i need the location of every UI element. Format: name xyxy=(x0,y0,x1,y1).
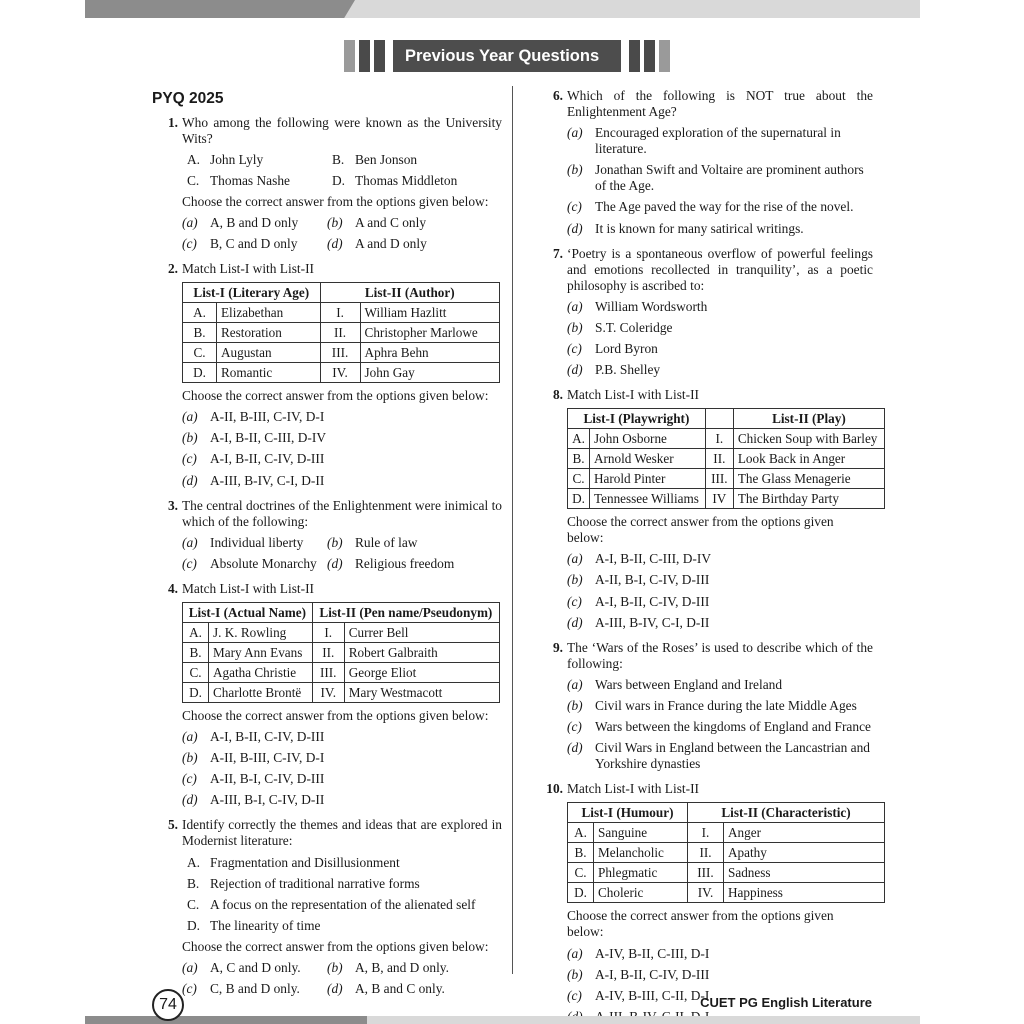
option-text: A-I, B-II, C-IV, D-III xyxy=(595,966,710,982)
question-text: Match List-I with List-II xyxy=(182,580,315,596)
option-text: S.T. Coleridge xyxy=(595,319,673,335)
option-text: A-III, B-I, C-IV, D-II xyxy=(210,792,325,808)
table-cell: IV xyxy=(705,489,733,509)
option-text: A-I, B-II, C-IV, D-III xyxy=(210,729,325,745)
table-header-blank xyxy=(705,409,733,429)
item-row xyxy=(182,918,502,934)
table-cell: Choleric xyxy=(594,883,688,903)
table-cell: Agatha Christie xyxy=(209,663,313,683)
table-cell: IV. xyxy=(320,363,360,383)
instruction-text: Choose the correct answer from the options given below: xyxy=(567,908,834,940)
banner-stripe xyxy=(659,40,670,72)
option-text: Civil Wars in England between the Lancastrian and Yorkshire dynasties xyxy=(595,740,870,772)
instruction-text: Choose the correct answer from the options given below: xyxy=(182,193,489,209)
option-text: Civil wars in France during the late Middle Ages xyxy=(595,697,857,713)
option-label: (b) xyxy=(327,534,343,550)
option-text: A, C and D only. xyxy=(210,959,301,975)
banner-stripe xyxy=(629,40,640,72)
option-text: A-III, B-IV, C-I, D-II xyxy=(595,614,710,630)
question-number: 4. xyxy=(167,580,178,596)
option-label: (a) xyxy=(182,534,198,550)
option-text: A-I, B-II, C-IV, D-III xyxy=(595,593,710,609)
option-label: (c) xyxy=(182,981,197,997)
option-label: (b) xyxy=(327,214,343,230)
option-row xyxy=(182,236,502,252)
left-column xyxy=(152,88,502,1006)
option-row xyxy=(567,551,873,567)
question-text: Identify correctly the themes and ideas that are explored in Modernist literature: xyxy=(182,817,502,849)
column-divider xyxy=(512,86,513,974)
option-text: Jonathan Swift and Voltaire are prominent authors of the Age. xyxy=(595,162,864,194)
table-header: List-I (Actual Name) xyxy=(183,603,313,623)
question-8 xyxy=(537,387,878,631)
table-header-row xyxy=(568,803,885,823)
option-text: Rule of law xyxy=(355,534,418,550)
table-header-row xyxy=(568,409,885,429)
table-cell: III. xyxy=(688,863,724,883)
page-number: 74 xyxy=(152,989,184,1021)
option-label: (c) xyxy=(567,593,582,609)
option-text: A, B and D only xyxy=(210,214,299,230)
table-cell: Restoration xyxy=(217,323,321,343)
option-row xyxy=(182,771,502,787)
table-row xyxy=(568,429,885,449)
table-cell: Phlegmatic xyxy=(594,863,688,883)
option-text: A-II, B-III, C-IV, D-I xyxy=(210,409,325,425)
table-cell: Harold Pinter xyxy=(590,469,706,489)
item-text: The linearity of time xyxy=(210,917,321,933)
question-number: 6. xyxy=(552,88,563,103)
question-number: 1. xyxy=(167,114,178,130)
option-label: (d) xyxy=(567,220,583,236)
table-row xyxy=(183,683,500,703)
table-cell: Sanguine xyxy=(594,823,688,843)
table-cell: Chicken Soup with Barley xyxy=(733,429,884,449)
table-cell: Aphra Behn xyxy=(360,343,499,363)
banner-stripe xyxy=(374,40,385,72)
question-number: 7. xyxy=(552,245,563,261)
table-row xyxy=(568,883,885,903)
option-text: C, B and D only. xyxy=(210,981,300,997)
item-text: Rejection of traditional narrative forms xyxy=(210,875,420,891)
option-row xyxy=(182,473,502,489)
option-text: A-IV, B-III, C-II, D-I xyxy=(595,987,710,1003)
option-text: The Age paved the way for the rise of the novel. xyxy=(595,199,854,215)
option-label: (c) xyxy=(182,236,197,252)
option-label: (a) xyxy=(182,959,198,975)
question-7 xyxy=(537,246,873,379)
option-row xyxy=(182,960,502,976)
table-cell: D. xyxy=(568,883,594,903)
table-cell: II. xyxy=(312,643,344,663)
option-text: Wars between the kingdoms of England and France xyxy=(595,719,871,735)
option-row xyxy=(182,535,502,551)
option-label: (b) xyxy=(182,430,198,446)
table-cell: II. xyxy=(320,323,360,343)
table-cell: B. xyxy=(183,643,209,663)
option-text: A-IV, B-II, C-III, D-I xyxy=(595,945,710,961)
item-text: Fragmentation and Disillusionment xyxy=(210,854,400,870)
table-header: List-II (Author) xyxy=(320,283,499,303)
question-number: 2. xyxy=(167,261,178,277)
table-cell: John Gay xyxy=(360,363,499,383)
match-table xyxy=(182,282,500,383)
question-number: 10. xyxy=(546,781,563,797)
table-row xyxy=(183,663,500,683)
option-row xyxy=(182,451,502,467)
option-text: It is known for many satirical writings. xyxy=(595,220,804,236)
table-cell: Augustan xyxy=(217,343,321,363)
table-cell: Christopher Marlowe xyxy=(360,323,499,343)
item-label: C. xyxy=(187,172,200,188)
instruction-text: Choose the correct answer from the options given below: xyxy=(182,708,489,723)
option-row xyxy=(182,430,502,446)
question-number: 8. xyxy=(552,387,563,403)
option-label: (d) xyxy=(182,472,198,488)
question-6 xyxy=(537,88,873,237)
table-cell: B. xyxy=(183,323,217,343)
match-table xyxy=(182,602,500,703)
option-row xyxy=(182,792,502,808)
option-text: Individual liberty xyxy=(210,534,304,550)
table-cell: C. xyxy=(183,663,209,683)
question-4 xyxy=(152,581,502,808)
table-cell: A. xyxy=(183,303,217,323)
option-label: (c) xyxy=(567,987,582,1003)
table-cell: Elizabethan xyxy=(217,303,321,323)
option-label: (d) xyxy=(567,362,583,378)
table-cell: Tennessee Williams xyxy=(590,489,706,509)
option-row xyxy=(182,556,502,572)
table-header: List-II (Characteristic) xyxy=(688,803,885,823)
instruction-text: Choose the correct answer from the options given below: xyxy=(567,514,834,546)
book-title: CUET PG English Literature xyxy=(700,995,872,1010)
instruction-text: Choose the correct answer from the options given below: xyxy=(182,388,489,404)
item-row xyxy=(182,173,502,189)
section-banner xyxy=(344,40,674,72)
question-text: Who among the following were known as the University Wits? xyxy=(182,114,502,146)
table-header: List-II (Pen name/Pseudonym) xyxy=(312,603,499,623)
table-header: List-II (Play) xyxy=(733,409,884,429)
banner-stripe xyxy=(359,40,370,72)
table-cell: II. xyxy=(688,843,724,863)
option-row xyxy=(567,594,873,610)
table-cell: Happiness xyxy=(724,883,885,903)
table-cell: II. xyxy=(705,449,733,469)
option-label: (c) xyxy=(567,199,582,215)
item-label: A. xyxy=(187,151,201,167)
option-row xyxy=(567,615,873,631)
right-column xyxy=(537,88,878,1024)
banner-stripe xyxy=(344,40,355,72)
option-text: A-II, B-III, C-IV, D-I xyxy=(210,750,325,766)
option-label: (c) xyxy=(567,719,582,735)
option-row xyxy=(567,719,873,735)
option-label: (a) xyxy=(567,125,583,141)
option-text: Absolute Monarchy xyxy=(210,555,317,571)
option-row xyxy=(567,967,873,983)
question-9 xyxy=(537,640,873,773)
option-text: Encouraged exploration of the supernatural in literature. xyxy=(595,125,841,157)
table-cell: B. xyxy=(568,449,590,469)
item-text: Thomas Middleton xyxy=(355,172,458,188)
match-table xyxy=(567,408,885,509)
option-label: (a) xyxy=(182,214,198,230)
option-row xyxy=(567,362,873,378)
table-row xyxy=(183,623,500,643)
option-text: B, C and D only xyxy=(210,236,298,252)
option-text: A-I, B-II, C-IV, D-III xyxy=(210,451,325,467)
table-cell: The Glass Menagerie xyxy=(733,469,884,489)
option-text: Wars between England and Ireland xyxy=(595,676,783,692)
item-row xyxy=(182,897,502,913)
item-text: A focus on the representation of the alienated self xyxy=(210,896,476,912)
option-text: P.B. Shelley xyxy=(595,362,661,378)
option-text: A-II, B-I, C-IV, D-III xyxy=(210,771,325,787)
option-row xyxy=(567,677,873,693)
table-row xyxy=(568,823,885,843)
section-title: PYQ 2025 xyxy=(152,90,224,107)
option-label: (d) xyxy=(182,792,198,808)
table-cell: A. xyxy=(568,429,590,449)
table-row xyxy=(568,863,885,883)
option-label: (a) xyxy=(567,945,583,961)
item-text: Ben Jonson xyxy=(355,151,418,167)
option-label: (b) xyxy=(567,697,583,713)
table-header-row xyxy=(183,283,500,303)
table-cell: Robert Galbraith xyxy=(344,643,499,663)
table-cell: Melancholic xyxy=(594,843,688,863)
option-text: A, B and C only. xyxy=(355,981,445,997)
table-cell: B. xyxy=(568,843,594,863)
table-cell: III. xyxy=(705,469,733,489)
option-label: (b) xyxy=(182,750,198,766)
option-label: (d) xyxy=(567,614,583,630)
item-row xyxy=(182,855,502,871)
table-cell: A. xyxy=(568,823,594,843)
option-row xyxy=(182,215,502,231)
option-label: (b) xyxy=(567,162,583,178)
table-cell: Currer Bell xyxy=(344,623,499,643)
table-row xyxy=(183,643,500,663)
table-cell: I. xyxy=(705,429,733,449)
table-row xyxy=(183,303,500,323)
top-decor-bar-dark xyxy=(85,0,355,18)
option-row xyxy=(182,981,502,997)
question-text: Which of the following is NOT true about the Enlightenment Age? xyxy=(567,88,873,120)
table-cell: Romantic xyxy=(217,363,321,383)
option-label: (c) xyxy=(567,341,582,357)
table-cell: I. xyxy=(320,303,360,323)
table-cell: J. K. Rowling xyxy=(209,623,313,643)
option-label: (c) xyxy=(182,771,197,787)
table-cell: D. xyxy=(183,683,209,703)
option-label: (a) xyxy=(182,729,198,745)
question-3 xyxy=(152,498,502,572)
option-text: Lord Byron xyxy=(595,341,658,357)
table-cell: IV. xyxy=(312,683,344,703)
table-cell: A. xyxy=(183,623,209,643)
table-row xyxy=(183,323,500,343)
option-label: (b) xyxy=(327,959,343,975)
option-text: A and C only xyxy=(355,214,427,230)
option-text: A and D only xyxy=(355,236,427,252)
option-row xyxy=(567,299,873,315)
option-text: A, B, and D only. xyxy=(355,959,449,975)
question-2 xyxy=(152,261,502,488)
table-cell: C. xyxy=(568,863,594,883)
item-label: B. xyxy=(187,875,200,891)
option-row xyxy=(567,199,873,215)
option-label: (d) xyxy=(327,236,343,252)
footer-decor-bar-dark xyxy=(85,1016,367,1024)
table-cell: Apathy xyxy=(724,843,885,863)
table-cell: Anger xyxy=(724,823,885,843)
question-text: Match List-I with List-II xyxy=(567,781,700,797)
option-label: (c) xyxy=(182,555,197,571)
table-cell: IV. xyxy=(688,883,724,903)
option-label: (a) xyxy=(567,676,583,692)
table-cell: Sadness xyxy=(724,863,885,883)
table-row xyxy=(568,843,885,863)
table-cell: William Hazlitt xyxy=(360,303,499,323)
option-row xyxy=(182,409,502,425)
option-row xyxy=(567,341,873,357)
item-label: C. xyxy=(187,896,200,912)
option-row xyxy=(567,125,873,157)
question-text: The ‘Wars of the Roses’ is used to describe which of the following: xyxy=(567,639,873,671)
option-row xyxy=(182,750,502,766)
item-text: Thomas Nashe xyxy=(210,172,290,188)
option-row xyxy=(567,698,873,714)
table-cell: I. xyxy=(688,823,724,843)
table-cell: III. xyxy=(312,663,344,683)
table-row xyxy=(183,363,500,383)
table-row xyxy=(568,469,885,489)
instruction-text: Choose the correct answer from the options given below: xyxy=(182,938,489,954)
table-cell: C. xyxy=(183,343,217,363)
option-text: A-III, B-IV, C-I, D-II xyxy=(210,472,325,488)
table-cell: John Osborne xyxy=(590,429,706,449)
option-row xyxy=(567,572,873,588)
item-text: John Lyly xyxy=(210,151,264,167)
option-label: (d) xyxy=(327,555,343,571)
table-header: List-I (Playwright) xyxy=(568,409,706,429)
option-text: A-I, B-II, C-III, D-IV xyxy=(210,430,327,446)
table-cell: I. xyxy=(312,623,344,643)
table-cell: D. xyxy=(183,363,217,383)
option-row xyxy=(567,740,873,772)
option-text: A-I, B-II, C-III, D-IV xyxy=(595,551,712,567)
table-cell: George Eliot xyxy=(344,663,499,683)
question-1 xyxy=(152,115,502,253)
table-cell: C. xyxy=(568,469,590,489)
option-label: (a) xyxy=(182,409,198,425)
option-label: (b) xyxy=(567,572,583,588)
question-text: Match List-I with List-II xyxy=(567,387,700,403)
table-row xyxy=(568,449,885,469)
table-header: List-I (Literary Age) xyxy=(183,283,321,303)
option-label: (c) xyxy=(182,451,197,467)
table-cell: The Birthday Party xyxy=(733,489,884,509)
table-cell: Charlotte Brontë xyxy=(209,683,313,703)
table-cell: Mary Ann Evans xyxy=(209,643,313,663)
item-label: D. xyxy=(332,172,346,188)
option-label: (b) xyxy=(567,319,583,335)
item-row xyxy=(182,152,502,168)
option-text: William Wordsworth xyxy=(595,298,708,314)
table-row xyxy=(183,343,500,363)
banner-stripe xyxy=(644,40,655,72)
option-row xyxy=(182,729,502,745)
match-table xyxy=(567,802,885,903)
question-number: 3. xyxy=(167,497,178,513)
option-row xyxy=(567,221,873,237)
option-text: Religious freedom xyxy=(355,555,455,571)
option-label: (a) xyxy=(567,551,583,567)
banner-title: Previous Year Questions xyxy=(393,40,621,72)
option-row xyxy=(567,946,873,962)
item-row xyxy=(182,876,502,892)
question-number: 5. xyxy=(167,817,178,833)
question-10 xyxy=(537,781,873,1024)
question-text: The central doctrines of the Enlightenment were inimical to which of the following: xyxy=(182,497,502,529)
question-number: 9. xyxy=(552,639,563,655)
option-label: (d) xyxy=(567,740,583,756)
option-row xyxy=(567,320,873,336)
question-text: Match List-I with List-II xyxy=(182,261,315,277)
item-label: B. xyxy=(332,151,345,167)
option-row xyxy=(567,162,873,194)
table-row xyxy=(568,489,885,509)
option-label: (a) xyxy=(567,298,583,314)
question-5 xyxy=(152,817,502,997)
table-cell: Look Back in Anger xyxy=(733,449,884,469)
table-header: List-I (Humour) xyxy=(568,803,688,823)
table-cell: D. xyxy=(568,489,590,509)
table-cell: Arnold Wesker xyxy=(590,449,706,469)
option-label: (b) xyxy=(567,966,583,982)
option-label: (d) xyxy=(327,981,343,997)
table-header-row xyxy=(183,603,500,623)
table-cell: Mary Westmacott xyxy=(344,683,499,703)
table-cell: III. xyxy=(320,343,360,363)
item-label: D. xyxy=(187,917,201,933)
item-label: A. xyxy=(187,854,201,870)
question-text: ‘Poetry is a spontaneous overflow of powerful feelings and emotions recollected in tranquility’, as a poetic philosophy is ascribed to: xyxy=(567,245,873,293)
option-text: A-II, B-I, C-IV, D-III xyxy=(595,572,710,588)
